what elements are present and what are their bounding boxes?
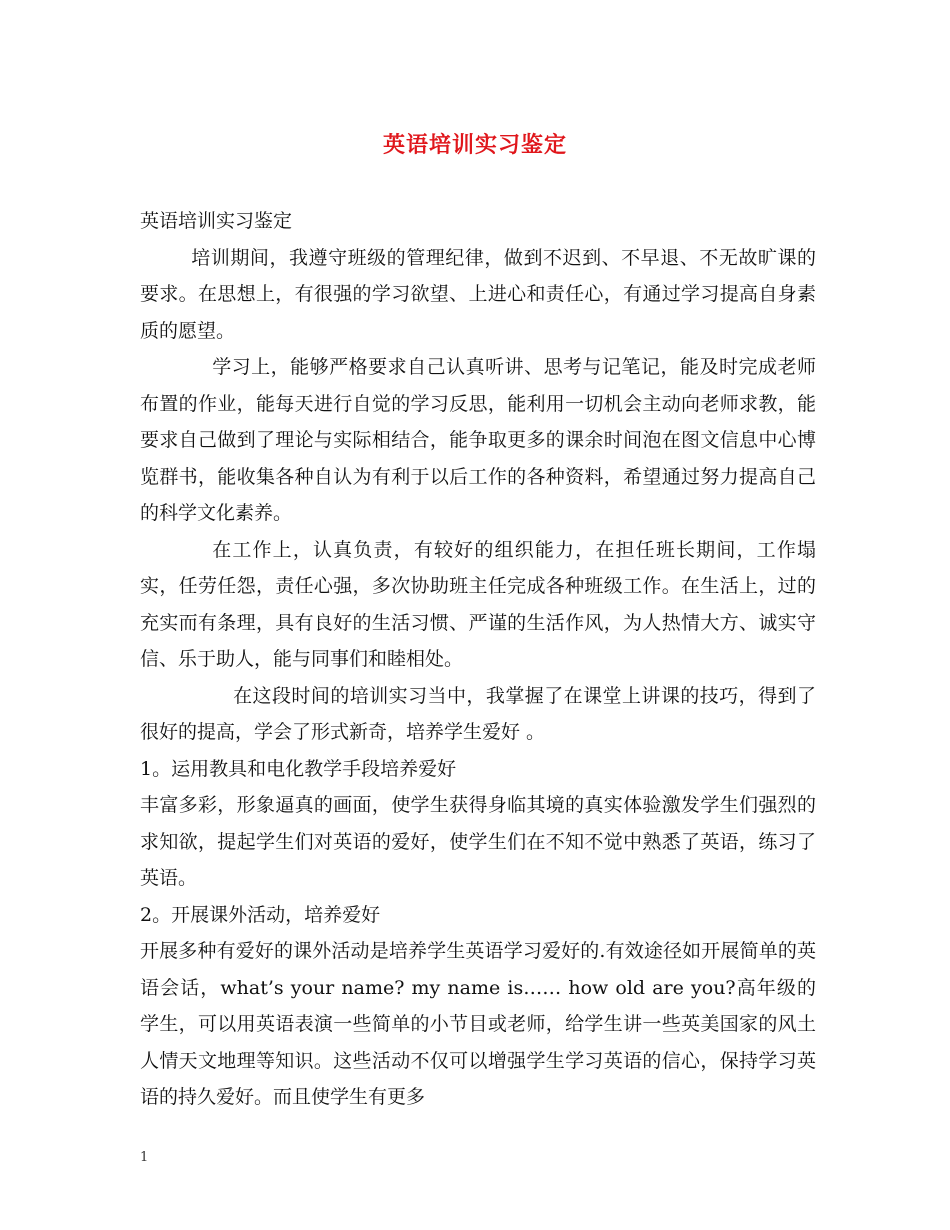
list-item-heading-2: 2。开展课外活动，培养爱好: [140, 903, 381, 926]
paragraph-activities: 开展多种有爱好的课外活动是培养学生英语学习爱好的.有效途径如开展简单的英语会话，what’s your name? my name is…… how old are you?高年级的学生，可以用英语表演一些简单的小节目或老师，给学生讲一些英美国家的风土人情天文地理等知识。这些活动不仅可以增强学生学习英语的信心，保持学习英语的持久爱好。而且使学生有更多: [140, 940, 816, 1108]
list-item-heading-1: 1。运用教具和电化教学手段培养爱好: [140, 757, 457, 780]
document-body: [140, 203, 816, 1116]
paragraph-study: 学习上，能够严格要求自己认真听讲、思考与记笔记，能及时完成老师布置的作业，能每天进行自觉的学习反思，能利用一切机会主动向老师求教，能要求自己做到了理论与实际相结合，能争取更多的课余时间泡在图文信息中心博览群书，能收集各种自认为有利于以后工作的各种资料，希望通过努力提高自己的科学文化素养。: [140, 356, 816, 524]
document-title: 英语培训实习鉴定: [382, 132, 567, 158]
paragraph-discipline: 培训期间，我遵守班级的管理纪律，做到不迟到、不早退、不无故旷课的要求。在思想上，有很强的学习欲望、上进心和责任心，有通过学习提高自身素质的愿望。: [140, 246, 816, 342]
paragraph-internship: 在这段时间的培训实习当中，我掌握了在课堂上讲课的技巧，得到了很好的提高，学会了形式新奇，培养学生爱好 。: [140, 684, 816, 743]
document-subtitle: 英语培训实习鉴定: [140, 210, 293, 232]
paragraph-work: 在工作上，认真负责，有较好的组织能力，在担任班长期间，工作塌实，任劳任怨，责任心强，多次协助班主任完成各种班级工作。在生活上，过的充实而有条理，具有良好的生活习惯、严谨的生活作风，为人热情大方、诚实守信、乐于助人，能与同事们和睦相处。: [140, 538, 816, 670]
paragraph-multimedia: 丰富多彩，形象逼真的画面，使学生获得身临其境的真实体验激发学生们强烈的求知欲，提起学生们对英语的爱好，使学生们在不知不觉中熟悉了英语，练习了英语。: [140, 794, 816, 889]
page-number: 1: [140, 1150, 149, 1165]
